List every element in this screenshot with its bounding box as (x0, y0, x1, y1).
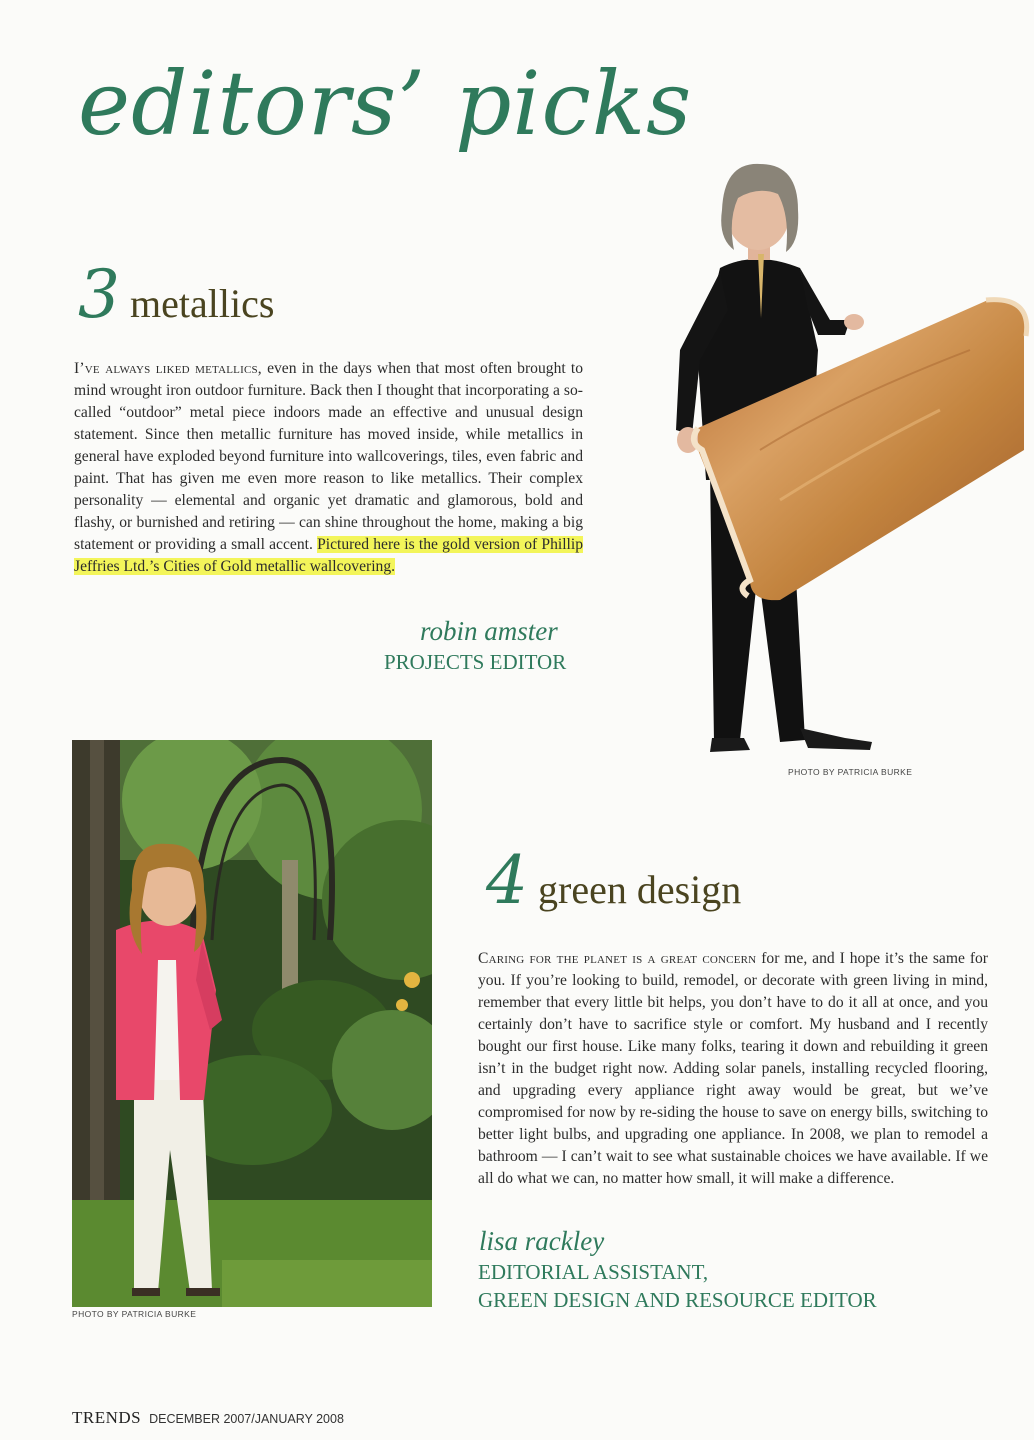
section-3-heading (78, 256, 275, 333)
section-3-author: robin amster (420, 616, 558, 646)
masthead-title: editors’ picks (78, 52, 693, 155)
lisa-rackley-photo (72, 740, 432, 1307)
section-4-lead: Caring for the planet is a great concern (478, 950, 757, 967)
section-4-photo-credit: PHOTO BY PATRICIA BURKE (72, 1309, 197, 1319)
section-3-highlight: Pictured here is the gold version of Phillip Jeffries Ltd.’s Cities of Gold metallic wallcovering. (74, 536, 583, 575)
robin-amster-photo (640, 150, 1034, 765)
section-4-body-text: for me, and I hope it’s the same for you. If you’re looking to build, remodel, or decorate with green living in mind, remember that every little bit helps, you don’t have to do it all at once, and you certainly don’t have to sacrifice style or comfort. My husband and I recently bought our first house. Like many folks, tearing it down and rebuilding it green isn’t in the budget right now. Adding solar panels, installing recycled flooring, and upgrading every appliance right away would be great, but we’ve compromised for now by re-siding the house to save on energy bills, switching to better light bulbs, and upgrading one appliance. In 2008, we plan to remodel a bathroom — I can’t wait to see what sustainable choices we have available. If we all do what we can, no matter how small, it will make a difference. (478, 950, 988, 1187)
section-3-lead: I’ve always liked metallics, (74, 360, 262, 377)
section-4-role (478, 1258, 877, 1314)
section-4-title: green design (538, 867, 742, 912)
section-4-body (478, 948, 988, 1190)
section-3-body (74, 358, 583, 578)
section-4-role-line-1: EDITORIAL ASSISTANT, (478, 1260, 709, 1284)
section-4-role-line-2: GREEN DESIGN AND RESOURCE EDITOR (478, 1288, 877, 1312)
section-3-number: 3 (78, 256, 120, 333)
footer-brand: TRENDS (72, 1408, 142, 1427)
section-3-body-text: even in the days when that most often brought to mind wrought iron outdoor furniture. Back then I thought that incorporating a so-called “outdoor” metal piece indoors made an effective and unusual design statement. Since then metallic furniture has moved inside, while metallics in general have exploded beyond furniture into wallcoverings, tiles, even fabric and paint. That has given me even more reason to like metallics. Their complex personality — elemental and organic yet dramatic and glamorous, bold and flashy, or burnished and retiring — can shine throughout the home, making a big statement or providing a small accent. (74, 360, 583, 553)
section-3-role (384, 648, 566, 676)
section-3-role-line: PROJECTS EDITOR (384, 650, 567, 674)
section-4-author: lisa rackley (479, 1226, 605, 1256)
garden-scene (72, 740, 432, 1307)
robin-amster-figure (640, 150, 1034, 765)
section-3-title: metallics (130, 281, 275, 326)
page-footer (72, 1408, 344, 1428)
section-4-number: 4 (486, 842, 528, 919)
footer-issue: DECEMBER 2007/JANUARY 2008 (149, 1412, 344, 1426)
section-4-heading (486, 842, 742, 919)
section-3-photo-credit: PHOTO BY PATRICIA BURKE (788, 767, 913, 777)
